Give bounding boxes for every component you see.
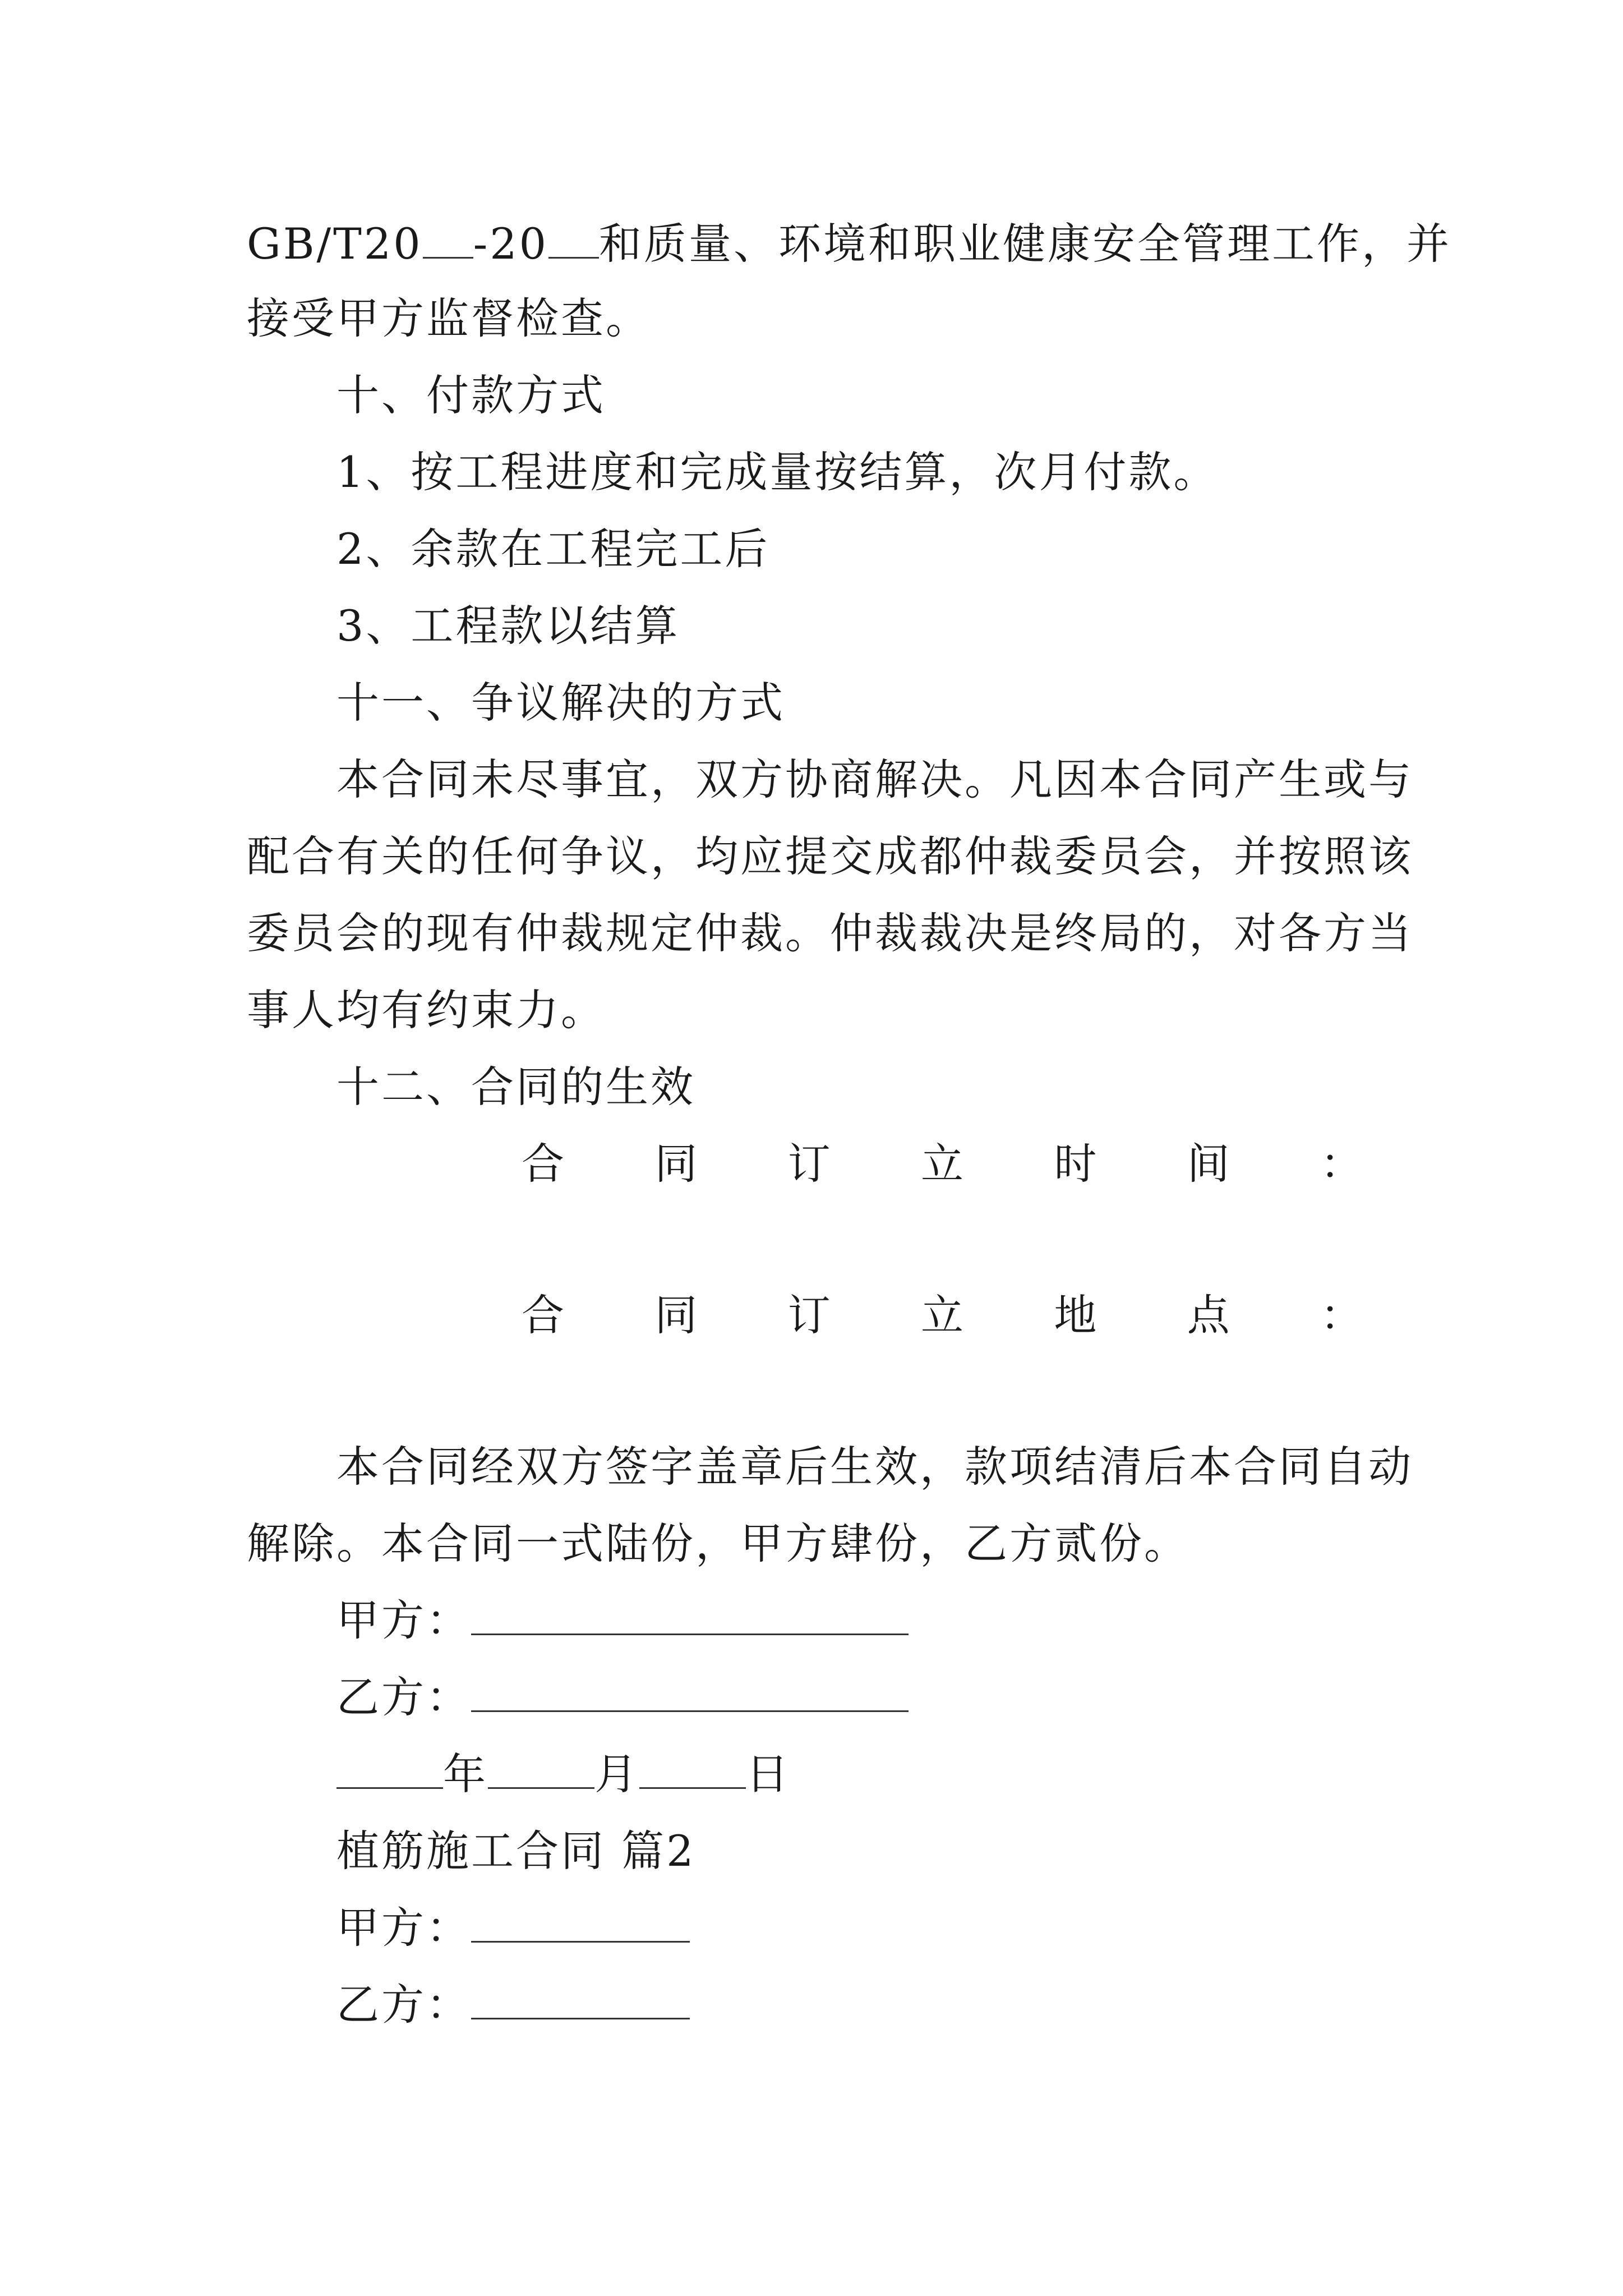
- list-item-3: 3、工程款以结算: [336, 601, 680, 651]
- list-item-1: 1、按工程进度和完成量按结算，次月付款。: [336, 447, 1219, 497]
- char: 订: [787, 1139, 831, 1189]
- char: 同: [654, 1139, 698, 1189]
- char: ：: [1320, 1139, 1363, 1189]
- list-item-2: 2、余款在工程完工后: [336, 524, 770, 574]
- paragraph-line-dispute-1: 本合同未尽事宜，双方协商解决。凡因本合同产生或与: [336, 754, 1413, 804]
- party-a-label: 甲方：: [336, 1595, 471, 1645]
- paragraph-line-2: 接受甲方监督检查。: [247, 293, 651, 343]
- year-blank: [336, 1748, 443, 1789]
- char: 订: [787, 1290, 831, 1340]
- paragraph-line-effect-2: 解除。本合同一式陆份，甲方肆份，乙方贰份。: [247, 1519, 1189, 1568]
- signature-party-a: [336, 1593, 909, 1649]
- char: ：: [1320, 1290, 1363, 1340]
- date-line: [336, 1746, 791, 1802]
- char: 点: [1187, 1290, 1230, 1340]
- char: 合: [522, 1290, 564, 1340]
- blank-field: [548, 218, 599, 259]
- year-label: 年: [443, 1749, 488, 1799]
- party-a-label: 甲方：: [336, 1903, 471, 1953]
- month-label: 月: [594, 1749, 639, 1799]
- blank-field: [423, 218, 473, 259]
- contract-2-party-a: [336, 1900, 690, 1956]
- party-b-label: 乙方：: [336, 1980, 471, 2030]
- section-heading-effect: 十二、合同的生效: [336, 1062, 695, 1112]
- char: 间: [1187, 1139, 1230, 1189]
- paragraph-line-dispute-2: 配合有关的任何争议，均应提交成都仲裁委员会，并按照该: [247, 831, 1413, 881]
- contract-2-party-b: [336, 1977, 690, 2033]
- char: 立: [920, 1139, 963, 1189]
- char: 合: [522, 1139, 564, 1189]
- paragraph-line-dispute-3: 委员会的现有仲裁规定仲裁。仲裁裁决是终局的，对各方当: [247, 908, 1413, 958]
- contract-place-line: [522, 1287, 1363, 1343]
- section-heading-dispute: 十一、争议解决的方式: [336, 678, 785, 728]
- signature-party-b: [336, 1669, 909, 1726]
- contract-time-line: [522, 1136, 1363, 1192]
- char: 地: [1054, 1290, 1097, 1340]
- paragraph-line-1: [247, 216, 1451, 272]
- month-blank: [488, 1748, 594, 1789]
- char: 立: [920, 1290, 963, 1340]
- contract-2-title: 植筋施工合同 篇2: [336, 1826, 696, 1876]
- party-b-label: 乙方：: [336, 1672, 471, 1722]
- section-heading-payment: 十、付款方式: [336, 370, 606, 420]
- standard-code-prefix: GB/T20: [247, 219, 423, 269]
- party-b-blank: [471, 1671, 909, 1712]
- day-label: 日: [746, 1749, 791, 1799]
- party-b-blank: [471, 1978, 690, 2019]
- char: 时: [1054, 1139, 1097, 1189]
- paragraph-line-effect-1: 本合同经双方签字盖章后生效，款项结清后本合同自动: [336, 1442, 1413, 1492]
- standard-code-mid: -20: [473, 219, 548, 269]
- paragraph-line-dispute-4: 事人均有约束力。: [247, 985, 606, 1035]
- char: 同: [654, 1290, 698, 1340]
- party-a-blank: [471, 1902, 690, 1943]
- line-text: 和质量、环境和职业健康安全管理工作，并: [598, 219, 1451, 269]
- day-blank: [639, 1748, 746, 1789]
- party-a-blank: [471, 1594, 909, 1635]
